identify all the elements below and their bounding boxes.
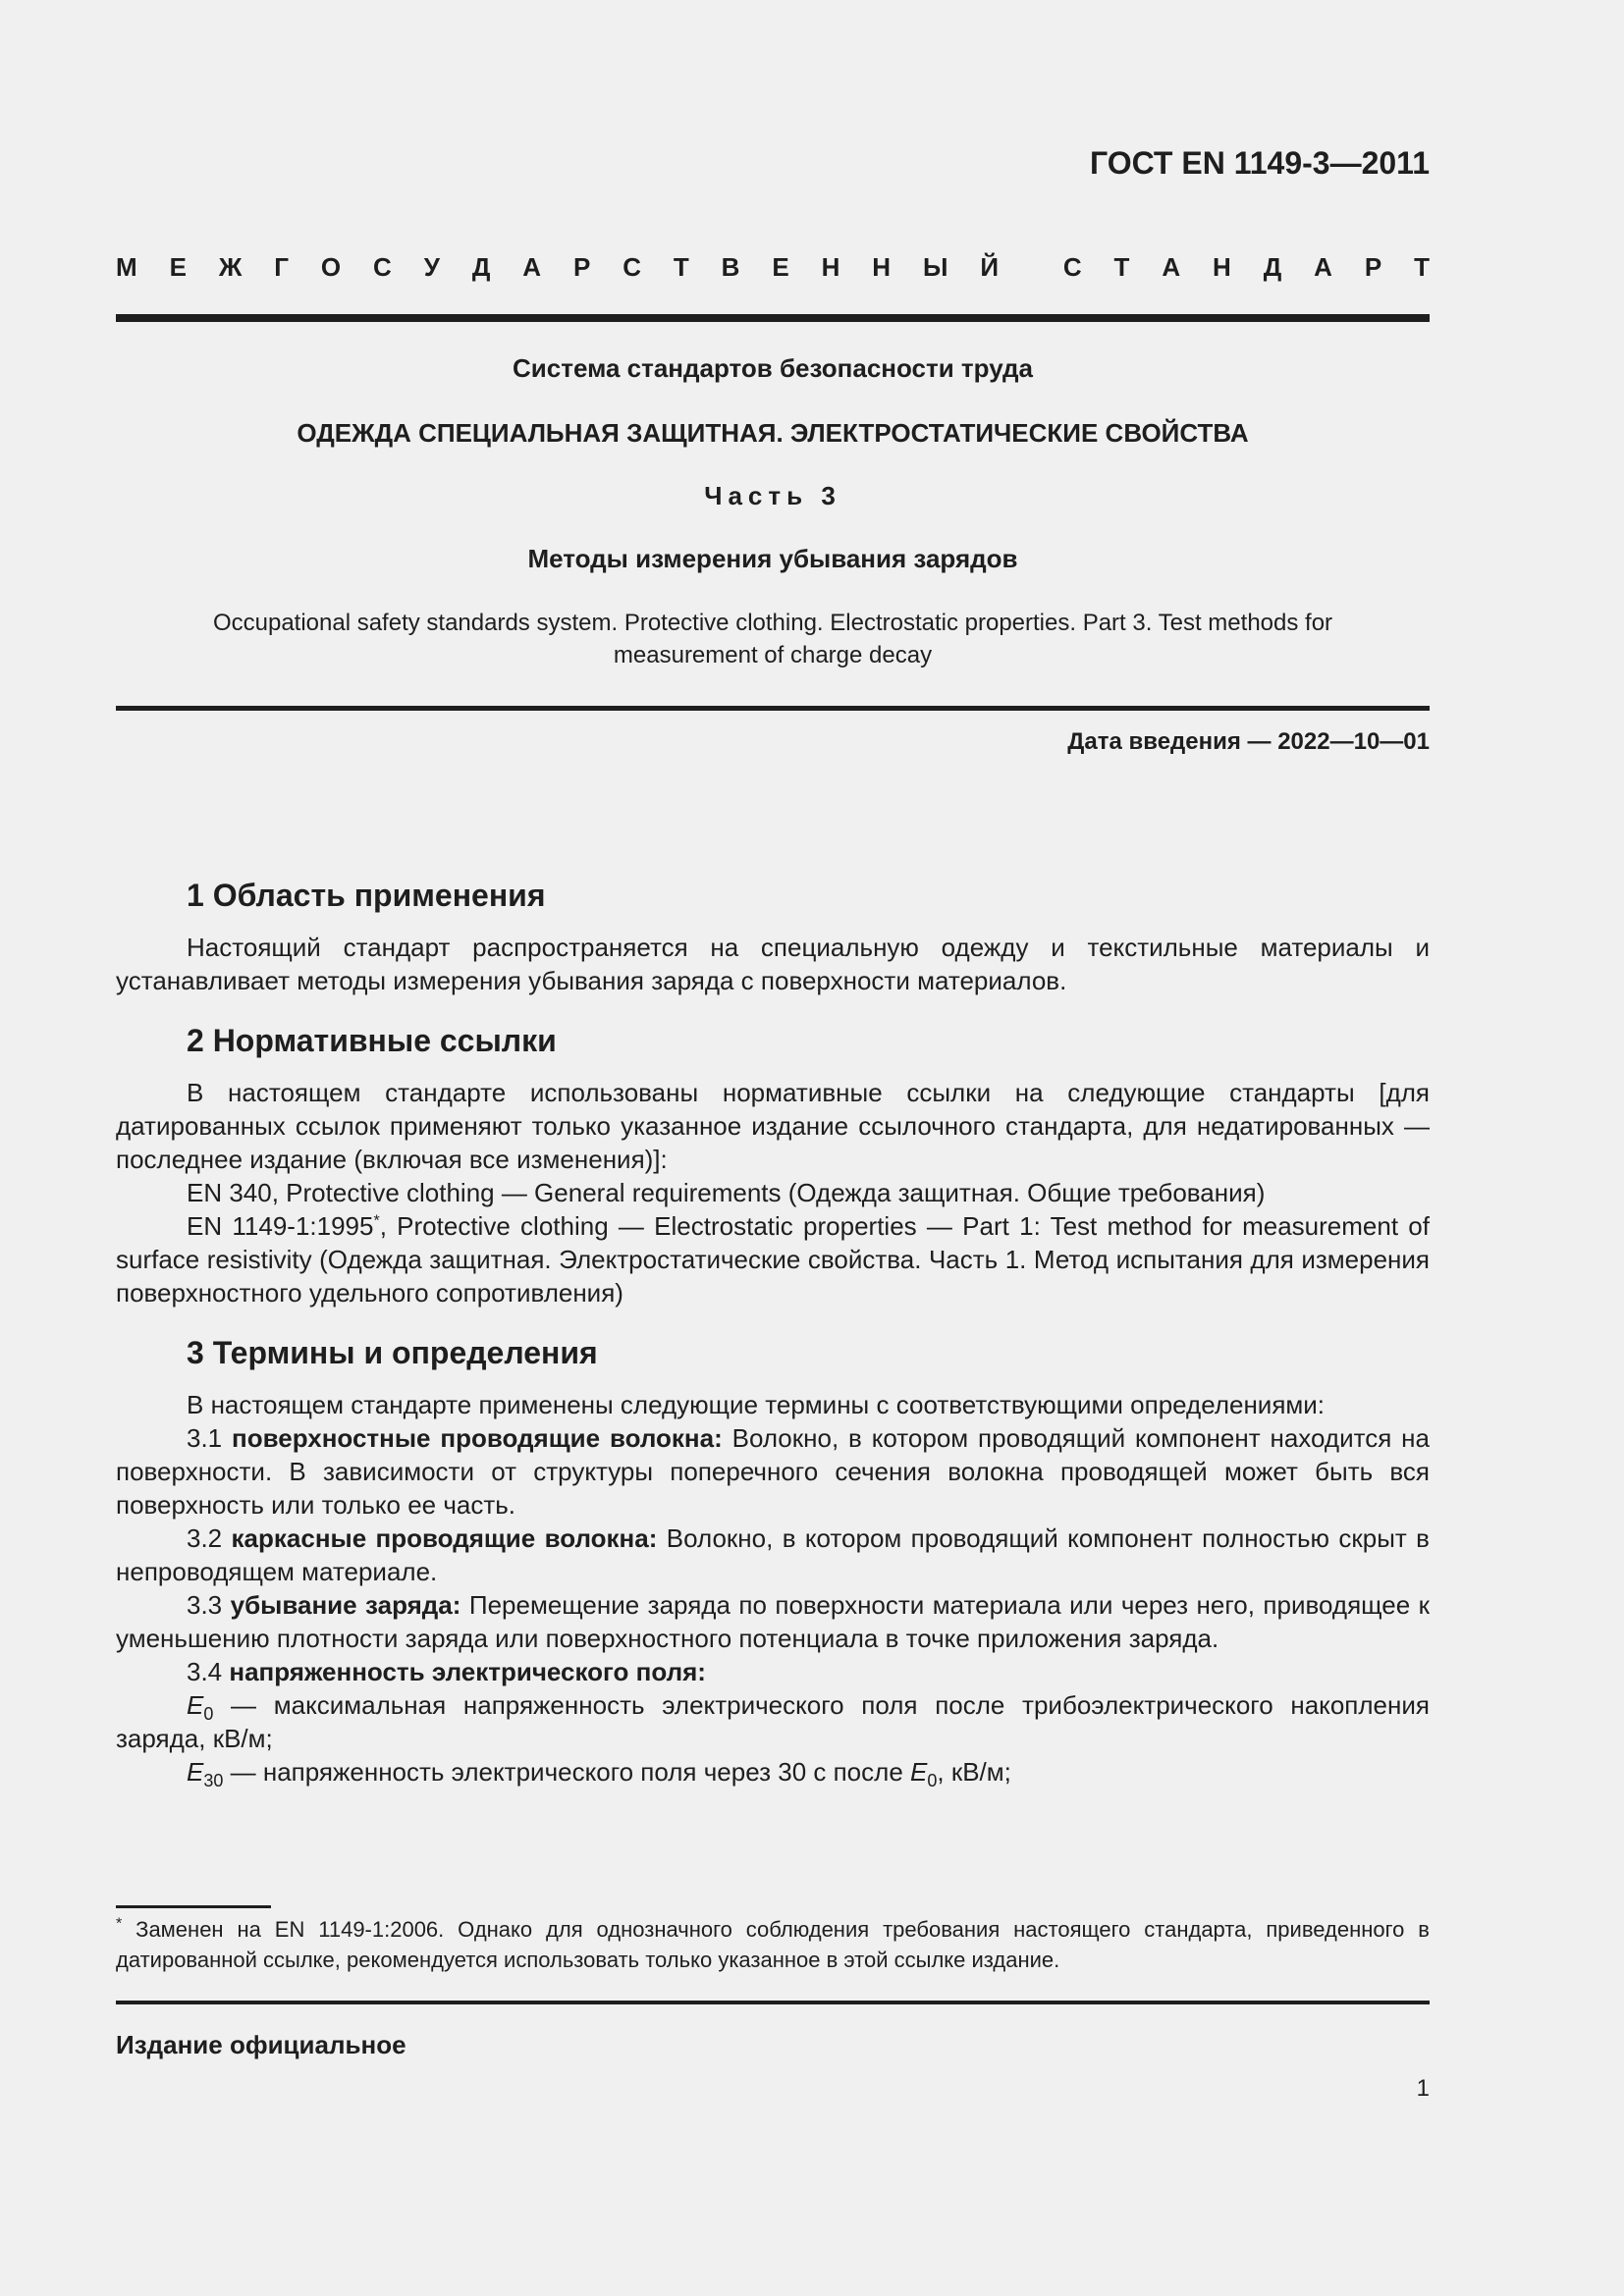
definition: — напряженность электрического поля через 30 с после: [230, 1757, 903, 1787]
definition: Волокно, в котором проводящий компонент находится на поверхности. В зависимости от структуры поперечного сечения волокна проводящей может быть вся поверхность или только ее часть.: [116, 1423, 1430, 1520]
definition: , кВ/м;: [937, 1757, 1011, 1787]
banner-letter: Е: [772, 252, 789, 282]
english-title: Occupational safety standards system. Protective clothing. Electrostatic properties. Part 3. Test methods for measurement of charge decay: [212, 610, 1333, 668]
definition: Перемещение заряда по поверхности материала или через него, приводящее к уменьшению плотности заряда или поверхностного потенциала в точке приложения заряда.: [116, 1590, 1430, 1653]
banner-letter: Н: [1213, 252, 1231, 282]
banner-letter: Й: [980, 252, 1000, 282]
interstate-standard-banner: [116, 252, 1430, 283]
banner-letter: Е: [169, 252, 187, 282]
banner-letter: Ы: [922, 252, 948, 282]
paragraph: В настоящем стандарте использованы нормативные ссылки на следующие стандарты [для датированных ссылок применяют только указанное издание ссылочного стандарта, для недатированных — последнее издание (включая все изменения)]:: [116, 1078, 1430, 1174]
banner-letter: Д: [1263, 252, 1282, 282]
banner-letter: В: [721, 252, 740, 282]
banner-letter: Н: [872, 252, 892, 282]
term: убывание заряда:: [230, 1590, 461, 1620]
document-page: [116, 0, 1430, 2296]
reference-item: EN 340, Protective clothing — General requirements (Одежда защитная. Общие требования): [187, 1178, 1266, 1207]
reference-code: EN 1149-1:1995: [187, 1211, 374, 1241]
section-scope: [116, 874, 1430, 997]
section-heading: 3 Термины и определения: [187, 1335, 598, 1370]
edition-label: Издание официальное: [116, 2030, 406, 2059]
banner-letter: М: [116, 252, 137, 282]
banner-letter: Т: [673, 252, 689, 282]
banner-letter: С: [623, 252, 641, 282]
banner-letter: А: [522, 252, 542, 282]
section-heading: 2 Нормативные ссылки: [187, 1023, 557, 1058]
banner-letter: Р: [572, 252, 591, 282]
term-number: 3.3: [187, 1590, 223, 1620]
symbol-subscript: 0: [203, 1704, 214, 1725]
term-number: 3.2: [187, 1523, 223, 1553]
term-number: 3.4: [187, 1657, 223, 1686]
reference-item: [116, 1209, 1430, 1309]
symbol-subscript: 30: [203, 1771, 224, 1791]
footer-rule: [116, 2001, 1430, 2004]
term: каркасные проводящие волокна:: [231, 1523, 658, 1553]
footnote-marker: *: [116, 1915, 123, 1933]
footnote-separator: [116, 1905, 271, 1908]
term: поверхностные проводящие волокна:: [232, 1423, 723, 1453]
footnote-text: Заменен на EN 1149-1:2006. Однако для однозначного соблюдения требования настоящего стандарта, приведенного в датированной ссылке, рекомендуется использовать только указанное в этой ссылке издание.: [116, 1917, 1430, 1972]
introduction-date: Дата введения — 2022—10—01: [1067, 728, 1430, 755]
banner-letter: А: [1162, 252, 1181, 282]
symbol-subscript: 0: [927, 1771, 938, 1791]
system-title: Система стандартов безопасности труда: [513, 353, 1033, 383]
banner-letter: Т: [1113, 252, 1130, 282]
reference-text: , Protective clothing — Electrostatic properties — Part 1: Test method for measurement of surface resistivity (Одежда защитная. Электростатические свойства. Часть 1. Метод испытания для измерения поверхностного удельного сопротивления): [116, 1211, 1430, 1308]
section-normative-references: [116, 1019, 1430, 1309]
banner-letter: Д: [471, 252, 491, 282]
banner-letter: О: [320, 252, 342, 282]
banner-letter: Ж: [218, 252, 243, 282]
title-rule: [116, 706, 1430, 711]
banner-letter: Г: [274, 252, 289, 282]
paragraph: Настоящий стандарт распространяется на специальную одежду и текстильные материалы и устанавливает методы измерения убывания заряда с поверхности материалов.: [116, 933, 1430, 995]
term-definition: [116, 1421, 1430, 1522]
paragraph: В настоящем стандарте применены следующие термины с соответствующими определениями:: [187, 1390, 1326, 1419]
term: напряженность электрического поля:: [229, 1657, 706, 1686]
term-definition: [116, 1588, 1430, 1655]
section-terms: [116, 1331, 1430, 1789]
banner-letter: А: [1314, 252, 1332, 282]
main-title: ОДЕЖДА СПЕЦИАЛЬНАЯ ЗАЩИТНАЯ. ЭЛЕКТРОСТАТИЧЕСКИЕ СВОЙСТВА: [297, 418, 1249, 448]
definition: — максимальная напряженность электрического поля после трибоэлектрического накопления заряда, кВ/м;: [116, 1690, 1430, 1753]
banner-letter: С: [1062, 252, 1082, 282]
symbol: E: [910, 1757, 928, 1787]
page-number: 1: [1416, 2075, 1430, 2102]
footnote: [116, 1914, 1430, 1975]
term-number: 3.1: [187, 1423, 223, 1453]
banner-letter: У: [423, 252, 440, 282]
section-heading: 1 Область применения: [187, 878, 546, 913]
symbol: E: [187, 1757, 204, 1787]
header-rule: [116, 314, 1430, 322]
definition: Волокно, в котором проводящий компонент полностью скрыт в непроводящем материале.: [116, 1523, 1430, 1586]
part-label: Часть 3: [704, 481, 841, 510]
footnote-marker: *: [373, 1212, 380, 1230]
banner-letter: Т: [1414, 252, 1430, 282]
banner-letter: Р: [1364, 252, 1382, 282]
symbol-definition: [116, 1755, 1430, 1789]
term-definition: [116, 1522, 1430, 1588]
subtitle: Методы измерения убывания зарядов: [527, 544, 1018, 573]
document-body: [116, 874, 1430, 1810]
symbol: E: [187, 1690, 204, 1720]
standard-number: ГОСТ EN 1149-3—2011: [1090, 145, 1430, 181]
term-definition: [116, 1655, 1430, 1688]
banner-letter: С: [373, 252, 392, 282]
banner-letter: Н: [821, 252, 840, 282]
symbol-definition: [116, 1688, 1430, 1755]
